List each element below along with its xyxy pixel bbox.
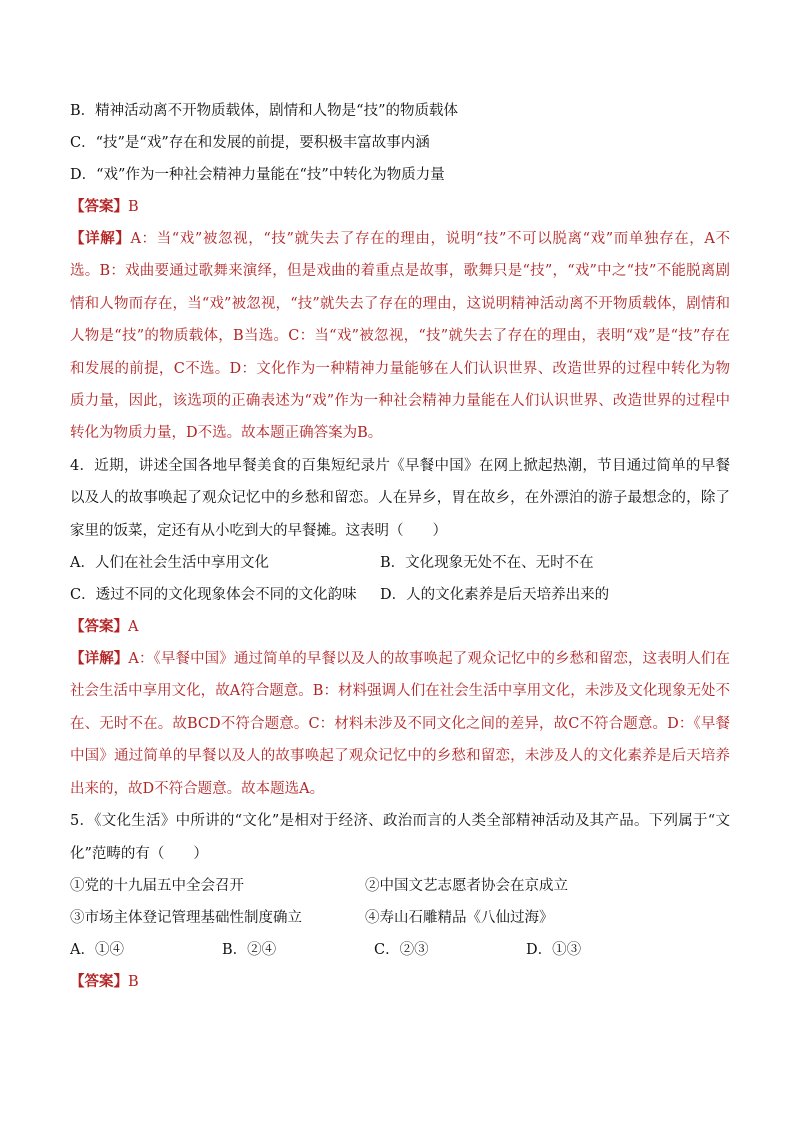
detail-label: 【详解】	[70, 650, 129, 668]
q4-stem: 4．近期，讲述全国各地早餐美食的百集短纪录片《早餐中国》在网上掀起热潮，节目通过简单的早餐以及人的故事唤起了观众记忆中的乡愁和留恋。人在异乡，胃在故乡，在外漂泊的游子最想念的，除了家里的饭菜，定还有从小吃到大的早餐摊。这表明（ ）	[70, 457, 730, 539]
q4-options-row-2	[70, 579, 730, 611]
q5-choices-row	[70, 934, 730, 966]
q5-choice-c: C．②③	[374, 941, 429, 958]
q5-choice-a: A．①④	[70, 941, 124, 958]
q5-item-3: ③市场主体登记管理基础性制度确立	[70, 909, 302, 926]
answer-label: 【答案】	[70, 618, 128, 636]
q5-choice-d: D．①③	[526, 941, 582, 958]
q5-stem: 5．《文化生活》中所讲的“文化”是相对于经济、政治而言的人类全部精神活动及其产品。下列属于“文化”范畴的有（ ）	[70, 813, 730, 862]
detail-text: A：《早餐中国》通过简单的早餐以及人的故事唤起了观众记忆中的乡愁和留恋，这表明人们在社会生活中享用文化，故A符合题意。B：材料强调人们在社会生活中享用文化，未涉及文化现象无处不在、无时不在。故BCD不符合题意。C：材料未涉及不同文化之间的差异，故C不符合题意。D：《早餐中国》通过简单的早餐以及人的故事唤起了观众记忆中的乡愁和留恋，未涉及人的文化素养是后天培养出来的，故D不符合题意。故本题选A。	[70, 651, 731, 797]
q5-item-4: ④寿山石雕精品《八仙过海》	[365, 909, 554, 926]
answer-label: 【答案】	[70, 198, 128, 215]
answer-label: 【答案】	[70, 972, 128, 990]
q5-items-row-1	[70, 870, 730, 902]
q4-option-c: C．透过不同的文化现象体会不同的文化韵味	[70, 587, 357, 604]
q3-answer	[70, 191, 730, 223]
q3-detail	[70, 223, 730, 450]
answer-value: B	[128, 973, 139, 990]
q5-items-row-2	[70, 902, 730, 934]
detail-label: 【详解】	[70, 230, 131, 247]
q4-detail	[70, 643, 730, 805]
q4-option-a: A．人们在社会生活中享用文化	[70, 555, 269, 572]
answer-value: B	[128, 199, 139, 215]
q3-option-b: B．精神活动离不开物质载体，剧情和人物是“技”的物质载体	[70, 103, 458, 119]
q5-item-1: ①党的十九届五中全会召开	[70, 877, 244, 894]
q4-answer	[70, 611, 730, 643]
answer-value: A	[128, 619, 139, 636]
document-page	[70, 95, 730, 998]
q4-option-d: D．人的文化素养是后天培养出来的	[380, 587, 610, 604]
q5-answer	[70, 966, 730, 998]
detail-text: A：当“戏”被忽视，“技”就失去了存在的理由，说明“技”不可以脱离“戏”而单独存在，A不选。B：戏曲要通过歌舞来演绎，但是戏曲的着重点是故事，歌舞只是“技”，“戏”中之“技”不能脱离剧情和人物而存在，当“戏”被忽视，“技”就失去了存在的理由，这说明精神活动离不开物质载体，剧情和人物是“技”的物质载体，B当选。C：当“戏”被忽视，“技”就失去了存在的理由，表明“戏”是“技”存在和发展的前提，C不选。D：文化作为一种精神力量能够在人们认识世界、改造世界的过程中转化为物质力量，因此，该选项的正确表述为“戏”作为一种社会精神力量能在人们认识世界、改造世界的过程中转化为物质力量，D不选。故本题正确答案为B。	[70, 231, 730, 442]
q5-item-2: ②中国文艺志愿者协会在京成立	[365, 877, 568, 894]
q4-option-b: B．文化现象无处不在、无时不在	[380, 555, 594, 572]
q3-option-c: C．“技”是“戏”存在和发展的前提，要积极丰富故事内涵	[70, 135, 430, 151]
q4-options-row-1	[70, 547, 730, 579]
q3-option-d: D．“戏”作为一种社会精神力量能在“技”中转化为物质力量	[70, 167, 445, 183]
q5-choice-b: B．②④	[222, 941, 277, 958]
